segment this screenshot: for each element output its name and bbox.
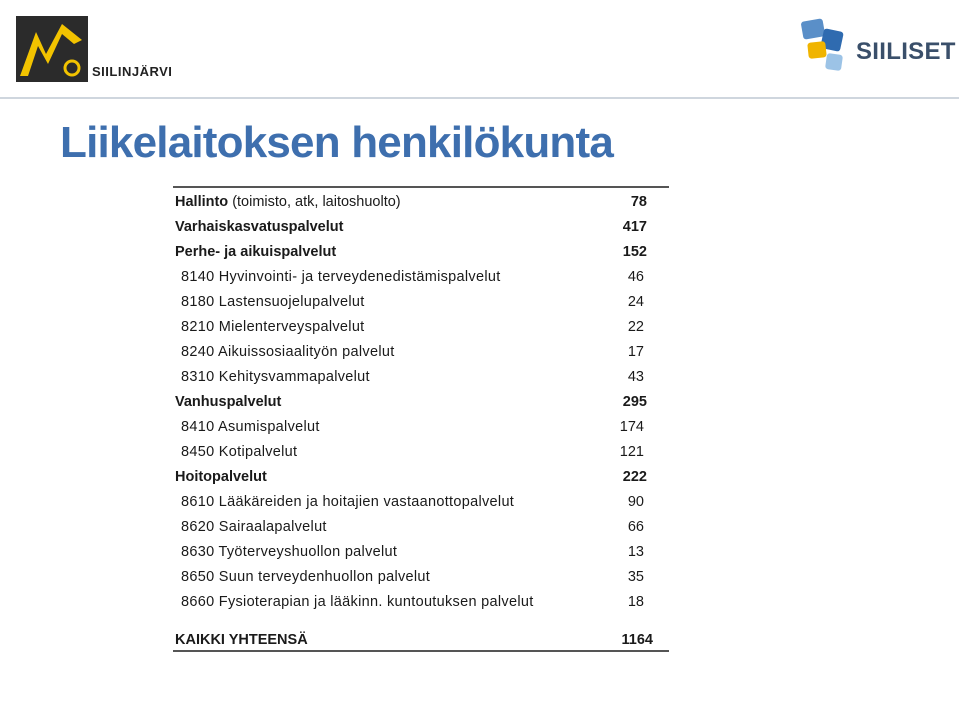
table-row [173, 440, 669, 465]
table-row [173, 240, 669, 265]
row-label [181, 315, 365, 340]
row-label [175, 190, 401, 215]
row-label-text: 8650 Suun terveydenhuollon palvelut [181, 569, 431, 585]
siiliset-logo-icon [800, 16, 854, 74]
siilinjarvi-logo-text: SIILINJÄRVI [92, 64, 173, 79]
row-label-text: Perhe- ja aikuispalvelut [175, 244, 337, 260]
row-value: 152 [622, 244, 647, 260]
row-label-text: 8210 Mielenterveyspalvelut [181, 319, 365, 335]
header-divider [0, 97, 959, 99]
row-value: 24 [627, 294, 644, 310]
row-value: 46 [627, 269, 644, 285]
row-label-text: 8610 Lääkäreiden ja hoitajien vastaanottopalvelut [181, 494, 515, 510]
table-bottom-rule [173, 650, 669, 652]
row-label-text: Hoitopalvelut [175, 469, 267, 485]
row-value: 295 [622, 394, 647, 410]
row-value: 43 [627, 369, 644, 385]
table-row [173, 340, 669, 365]
row-value: 17 [627, 344, 644, 360]
row-label [181, 540, 397, 565]
table-row [173, 190, 669, 215]
row-label [181, 565, 430, 590]
siilinjarvi-logo-icon [16, 16, 88, 82]
row-label [181, 440, 297, 465]
row-value: 222 [622, 469, 647, 485]
row-label-suffix: (toimisto, atk, laitoshuolto) [228, 194, 401, 210]
row-value: 35 [627, 569, 644, 585]
row-label [175, 215, 343, 240]
row-label-text: 8310 Kehitysvammapalvelut [181, 369, 370, 385]
row-label [181, 265, 501, 290]
row-label [175, 465, 267, 490]
table-row [173, 515, 669, 540]
total-label: KAIKKI YHTEENSÄ [175, 632, 308, 648]
row-value: 174 [619, 419, 644, 435]
row-label [181, 415, 320, 440]
row-label [181, 515, 327, 540]
row-value: 22 [627, 319, 644, 335]
row-label-text: 8140 Hyvinvointi- ja terveydenedistämispalvelut [181, 269, 501, 285]
row-value: 90 [627, 494, 644, 510]
row-value: 13 [627, 544, 644, 560]
total-row [173, 628, 669, 652]
row-label-text: 8630 Työterveyshuollon palvelut [181, 544, 398, 560]
siilinjarvi-logo [16, 16, 173, 84]
siiliset-logo-text: SIILISET [856, 38, 956, 65]
row-label-text: 8620 Sairaalapalvelut [181, 519, 327, 535]
row-value: 121 [619, 444, 644, 460]
table-row [173, 265, 669, 290]
row-label [181, 290, 365, 315]
row-label-text: Hallinto [175, 194, 229, 210]
slide-header [0, 0, 959, 98]
row-label-text: Vanhuspalvelut [175, 394, 282, 410]
table-row [173, 590, 669, 615]
table-row [173, 390, 669, 415]
row-label-text: 8240 Aikuissosiaalityön palvelut [181, 344, 395, 360]
table-row [173, 465, 669, 490]
siiliset-logo [800, 16, 956, 78]
table-row [173, 415, 669, 440]
table-row [173, 365, 669, 390]
row-label-text: 8410 Asumispalvelut [181, 419, 320, 435]
row-value: 78 [630, 194, 647, 210]
table-row [173, 490, 669, 515]
total-value: 1164 [621, 632, 653, 648]
row-label [181, 490, 514, 515]
row-label [175, 240, 336, 265]
row-label-text: 8450 Kotipalvelut [181, 444, 298, 460]
row-label [175, 390, 281, 415]
page-title: Liikelaitoksen henkilökunta [60, 118, 613, 167]
row-label [181, 590, 534, 615]
row-label-text: 8180 Lastensuojelupalvelut [181, 294, 365, 310]
row-label-text: Varhaiskasvatuspalvelut [175, 219, 344, 235]
table-row [173, 290, 669, 315]
row-value: 66 [627, 519, 644, 535]
row-label-text: 8660 Fysioterapian ja lääkinn. kuntoutuksen palvelut [181, 594, 534, 610]
table-row [173, 565, 669, 590]
table-rows [173, 190, 669, 615]
row-value: 417 [622, 219, 647, 235]
table-row [173, 540, 669, 565]
row-value: 18 [627, 594, 644, 610]
row-label [181, 365, 370, 390]
table-top-rule [173, 186, 669, 188]
table-row [173, 215, 669, 240]
table-row [173, 315, 669, 340]
row-label [181, 340, 395, 365]
